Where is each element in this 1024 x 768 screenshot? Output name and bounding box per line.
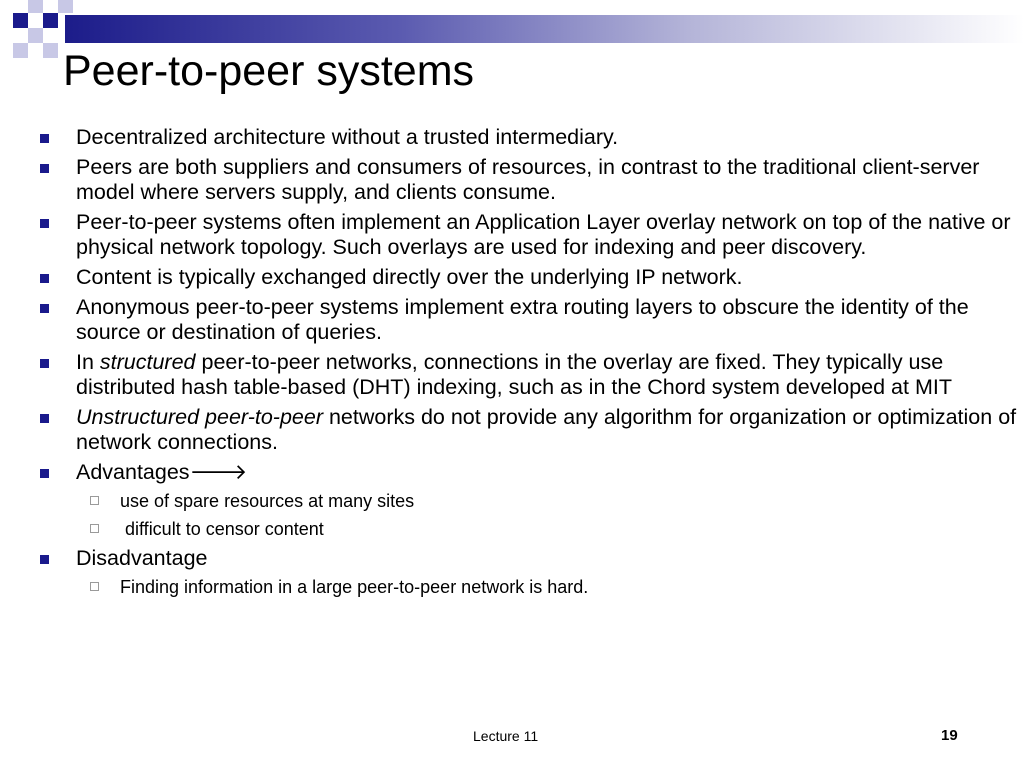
decor-square [43, 13, 58, 28]
bullet-emphasis: structured [99, 350, 196, 374]
bullet-item [33, 265, 1018, 290]
sub-bullet-item [33, 576, 1018, 598]
sub-bullet-text: Finding information in a large peer-to-peer network is hard. [120, 577, 589, 597]
square-bullet-icon [40, 304, 49, 313]
sub-bullet-text: use of spare resources at many sites [120, 491, 415, 511]
square-bullet-icon [40, 469, 49, 478]
bullet-text: Anonymous peer-to-peer systems implement extra routing layers to obscure the identity of the source or destination of queries. [76, 295, 969, 344]
bullet-text: Disadvantage [76, 546, 208, 570]
bullet-item [33, 350, 1018, 400]
square-bullet-icon [40, 274, 49, 283]
decor-square [13, 43, 28, 58]
sub-bullet-item [33, 518, 1018, 540]
bullet-item-disadvantage [33, 546, 1018, 571]
bullet-item [33, 210, 1018, 260]
right-arrow-icon: 🡒 [189, 460, 248, 484]
square-bullet-icon [40, 555, 49, 564]
decor-square [28, 28, 43, 43]
decor-square [28, 0, 43, 13]
header-gradient-bar [65, 15, 1024, 43]
hollow-square-bullet-icon [90, 582, 99, 591]
bullet-text: Content is typically exchanged directly over the underlying IP network. [76, 265, 743, 289]
bullet-text: Advantages [76, 460, 190, 484]
bullet-text: networks do not provide any algorithm for organization or optimization of network connections. [76, 405, 1017, 454]
bullet-text: Peer-to-peer systems often implement an Application Layer overlay network on top of the native or physical network topology. Such overlays are used for indexing and peer discovery. [76, 210, 1011, 259]
square-bullet-icon [40, 164, 49, 173]
bullet-item [33, 155, 1018, 205]
hollow-square-bullet-icon [90, 496, 99, 505]
decor-square [13, 13, 28, 28]
square-bullet-icon [40, 219, 49, 228]
bullet-item [33, 295, 1018, 345]
bullet-text: Peers are both suppliers and consumers of resources, in contrast to the traditional client-server model where servers supply, and clients consume. [76, 155, 980, 204]
bullet-text: peer-to-peer networks, connections in the overlay are fixed. They typically use distributed hash table-based (DHT) indexing, such as in the Chord system developed at MIT [76, 350, 952, 399]
hollow-square-bullet-icon [90, 524, 99, 533]
sub-bullet-item [33, 490, 1018, 512]
bullet-emphasis: Unstructured peer-to-peer [76, 405, 323, 429]
bullet-item [33, 405, 1018, 455]
bullet-text-prefix: In [76, 350, 100, 374]
decor-square [58, 0, 73, 13]
decor-square [43, 43, 58, 58]
square-bullet-icon [40, 414, 49, 423]
square-bullet-icon [40, 359, 49, 368]
bullet-item-advantages [33, 460, 1018, 485]
square-bullet-icon [40, 134, 49, 143]
bullet-text: Decentralized architecture without a trusted intermediary. [76, 125, 619, 149]
slide-body [33, 125, 1018, 604]
page-number: 19 [941, 727, 958, 744]
sub-bullet-text: difficult to censor content [120, 519, 324, 539]
bullet-item [33, 125, 1018, 150]
slide-title: Peer-to-peer systems [63, 47, 475, 95]
footer-lecture-label: Lecture 11 [473, 728, 539, 744]
